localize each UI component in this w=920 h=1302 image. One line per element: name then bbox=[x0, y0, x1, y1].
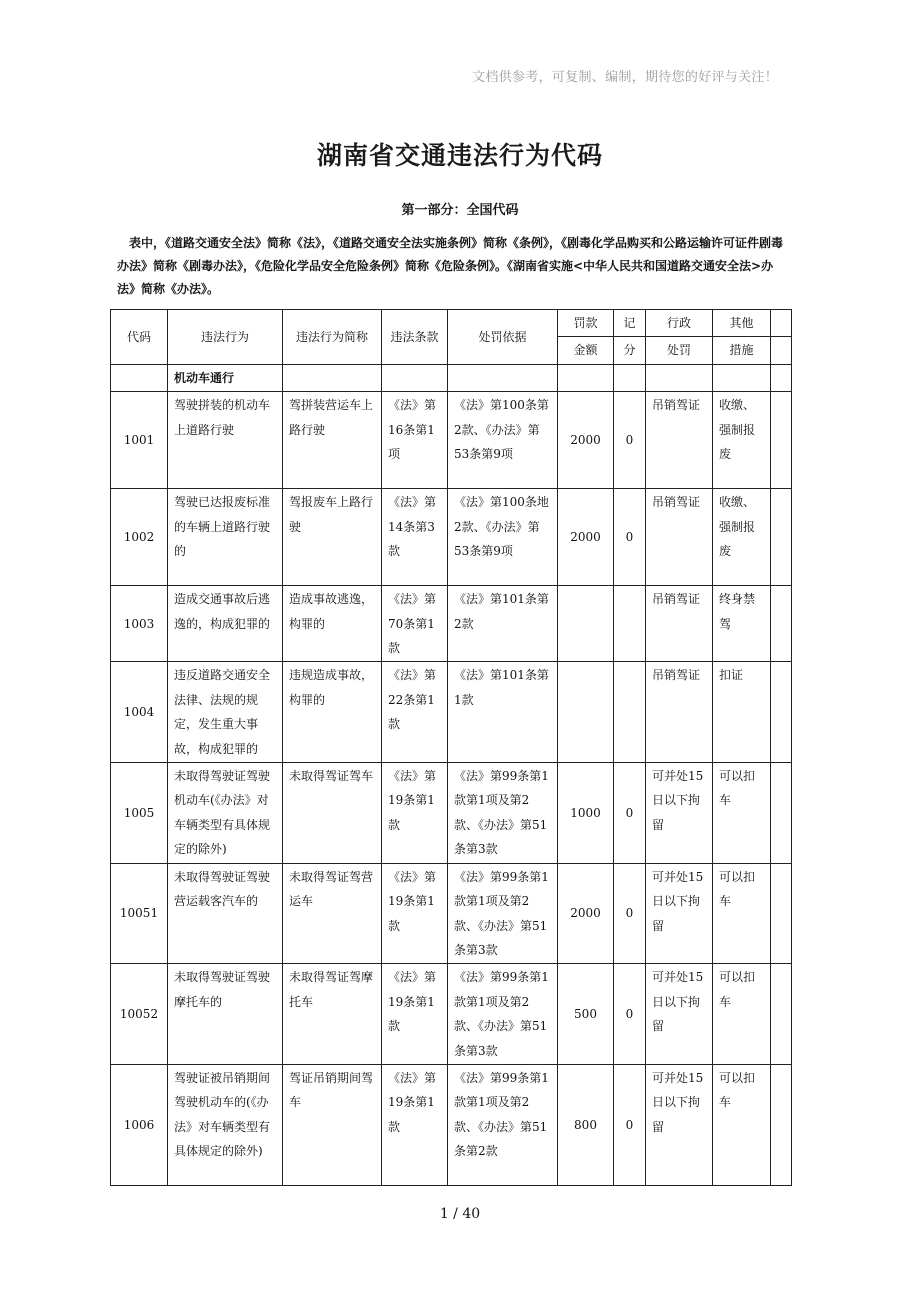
points-cell: 0 bbox=[614, 863, 646, 964]
extra-cell bbox=[771, 964, 792, 1065]
header-behavior: 违法行为 bbox=[168, 310, 283, 365]
watermark-text: 文档供参考，可复制、编制，期待您的好评与关注！ bbox=[472, 70, 778, 85]
header-extra bbox=[771, 337, 792, 364]
empty-cell bbox=[111, 364, 168, 391]
header-points-top: 记 bbox=[614, 310, 646, 337]
empty-cell bbox=[283, 364, 382, 391]
short-cell: 造成事故逃逸，构罪的 bbox=[283, 586, 382, 662]
table-row bbox=[111, 392, 792, 489]
header-other-top: 其他 bbox=[713, 310, 771, 337]
table-header-row bbox=[111, 310, 792, 337]
document-subtitle: 第一部分：全国代码 bbox=[401, 203, 519, 218]
admin-cell: 吊销驾证 bbox=[646, 662, 713, 763]
header-code: 代码 bbox=[111, 310, 168, 365]
short-cell: 未取得驾证驾摩托车 bbox=[283, 964, 382, 1065]
table-row bbox=[111, 662, 792, 763]
behavior-cell: 造成交通事故后逃逸的，构成犯罪的 bbox=[168, 586, 283, 662]
table-row bbox=[111, 586, 792, 662]
fine-cell: 800 bbox=[558, 1064, 614, 1185]
basis-cell: 《法》第99条第1款第1项及第2款、《办法》第51条第3款 bbox=[448, 763, 558, 864]
fine-cell bbox=[558, 662, 614, 763]
extra-cell bbox=[771, 863, 792, 964]
behavior-cell: 未取得驾驶证驾驶营运载客汽车的 bbox=[168, 863, 283, 964]
admin-cell: 可并处15日以下拘留 bbox=[646, 1064, 713, 1185]
section-row bbox=[111, 364, 792, 391]
empty-cell bbox=[448, 364, 558, 391]
behavior-cell: 未取得驾驶证驾驶机动车(《办法》对车辆类型有具体规定的除外) bbox=[168, 763, 283, 864]
empty-cell bbox=[614, 364, 646, 391]
header-basis: 处罚依据 bbox=[448, 310, 558, 365]
header-extra bbox=[771, 310, 792, 337]
admin-cell: 可并处15日以下拘留 bbox=[646, 863, 713, 964]
header-fine-bottom: 金额 bbox=[558, 337, 614, 364]
code-cell: 1006 bbox=[111, 1064, 168, 1185]
admin-cell: 吊销驾证 bbox=[646, 586, 713, 662]
header-short: 违法行为简称 bbox=[283, 310, 382, 365]
basis-cell: 《法》第101条第2款 bbox=[448, 586, 558, 662]
behavior-cell: 驾驶证被吊销期间驾驶机动车的(《办法》对车辆类型有具体规定的除外) bbox=[168, 1064, 283, 1185]
other-cell: 可以扣车 bbox=[713, 863, 771, 964]
short-cell: 未取得驾证驾车 bbox=[283, 763, 382, 864]
other-cell: 可以扣车 bbox=[713, 763, 771, 864]
other-cell: 可以扣车 bbox=[713, 1064, 771, 1185]
empty-cell bbox=[558, 364, 614, 391]
empty-cell bbox=[382, 364, 448, 391]
other-cell: 收缴、强制报废 bbox=[713, 392, 771, 489]
header-other-bottom: 措施 bbox=[713, 337, 771, 364]
violation-code-table bbox=[110, 309, 792, 1186]
other-cell: 可以扣车 bbox=[713, 964, 771, 1065]
other-cell: 收缴、强制报废 bbox=[713, 489, 771, 586]
article-cell: 《法》第70条第1款 bbox=[382, 586, 448, 662]
code-cell: 10051 bbox=[111, 863, 168, 964]
code-cell: 10052 bbox=[111, 964, 168, 1065]
header-admin-top: 行政 bbox=[646, 310, 713, 337]
points-cell bbox=[614, 586, 646, 662]
behavior-cell: 驾驶拼装的机动车上道路行驶 bbox=[168, 392, 283, 489]
page-number: 1 / 40 bbox=[439, 1206, 481, 1222]
table-row bbox=[111, 1064, 792, 1185]
article-cell: 《法》第14条第3款 bbox=[382, 489, 448, 586]
table-row bbox=[111, 489, 792, 586]
extra-cell bbox=[771, 1064, 792, 1185]
short-cell: 驾证吊销期间驾车 bbox=[283, 1064, 382, 1185]
points-cell: 0 bbox=[614, 392, 646, 489]
fine-cell: 500 bbox=[558, 964, 614, 1065]
basis-cell: 《法》第99条第1款第1项及第2款、《办法》第51条第3款 bbox=[448, 863, 558, 964]
section-label: 机动车通行 bbox=[168, 364, 283, 391]
code-cell: 1002 bbox=[111, 489, 168, 586]
admin-cell: 吊销驾证 bbox=[646, 392, 713, 489]
empty-cell bbox=[771, 364, 792, 391]
code-cell: 1004 bbox=[111, 662, 168, 763]
header-admin-bottom: 处罚 bbox=[646, 337, 713, 364]
basis-cell: 《法》第99条第1款第1项及第2款、《办法》第51条第2款 bbox=[448, 1064, 558, 1185]
table-row bbox=[111, 763, 792, 864]
article-cell: 《法》第19条第1款 bbox=[382, 863, 448, 964]
behavior-cell: 驾驶已达报废标准的车辆上道路行驶的 bbox=[168, 489, 283, 586]
article-cell: 《法》第19条第1款 bbox=[382, 964, 448, 1065]
short-cell: 未取得驾证驾营运车 bbox=[283, 863, 382, 964]
fine-cell: 2000 bbox=[558, 863, 614, 964]
behavior-cell: 违反道路交通安全法律、法规的规定，发生重大事故，构成犯罪的 bbox=[168, 662, 283, 763]
extra-cell bbox=[771, 586, 792, 662]
points-cell: 0 bbox=[614, 1064, 646, 1185]
table-row bbox=[111, 863, 792, 964]
points-cell: 0 bbox=[614, 763, 646, 864]
points-cell: 0 bbox=[614, 489, 646, 586]
admin-cell: 可并处15日以下拘留 bbox=[646, 964, 713, 1065]
article-cell: 《法》第22条第1款 bbox=[382, 662, 448, 763]
basis-cell: 《法》第101条第1款 bbox=[448, 662, 558, 763]
points-cell: 0 bbox=[614, 964, 646, 1065]
extra-cell bbox=[771, 662, 792, 763]
basis-cell: 《法》第99条第1款第1项及第2款、《办法》第51条第3款 bbox=[448, 964, 558, 1065]
behavior-cell: 未取得驾驶证驾驶摩托车的 bbox=[168, 964, 283, 1065]
short-cell: 违规造成事故，构罪的 bbox=[283, 662, 382, 763]
header-points-bottom: 分 bbox=[614, 337, 646, 364]
fine-cell: 2000 bbox=[558, 489, 614, 586]
table-row bbox=[111, 964, 792, 1065]
basis-cell: 《法》第100条地2款、《办法》第53条第9项 bbox=[448, 489, 558, 586]
article-cell: 《法》第19条第1款 bbox=[382, 1064, 448, 1185]
article-cell: 《法》第16条第1项 bbox=[382, 392, 448, 489]
extra-cell bbox=[771, 763, 792, 864]
fine-cell: 2000 bbox=[558, 392, 614, 489]
admin-cell: 吊销驾证 bbox=[646, 489, 713, 586]
short-cell: 驾报废车上路行驶 bbox=[283, 489, 382, 586]
code-cell: 1003 bbox=[111, 586, 168, 662]
article-cell: 《法》第19条第1款 bbox=[382, 763, 448, 864]
extra-cell bbox=[771, 489, 792, 586]
admin-cell: 可并处15日以下拘留 bbox=[646, 763, 713, 864]
fine-cell bbox=[558, 586, 614, 662]
code-cell: 1001 bbox=[111, 392, 168, 489]
empty-cell bbox=[713, 364, 771, 391]
document-title: 湖南省交通违法行为代码 bbox=[316, 141, 603, 170]
empty-cell bbox=[646, 364, 713, 391]
other-cell: 扣证 bbox=[713, 662, 771, 763]
header-fine-top: 罚款 bbox=[558, 310, 614, 337]
points-cell bbox=[614, 662, 646, 763]
extra-cell bbox=[771, 392, 792, 489]
code-cell: 1005 bbox=[111, 763, 168, 864]
fine-cell: 1000 bbox=[558, 763, 614, 864]
short-cell: 驾拼装营运车上路行驶 bbox=[283, 392, 382, 489]
intro-paragraph: 表中，《道路交通安全法》简称《法》，《道路交通安全法实施条例》简称《条例》，《剧毒化学品购买和公路运输许可证件剧毒办法》简称《剧毒办法》，《危险化学品安全危险条例》简称《危险条例》。《湖南省实施<中华人民共和国道路交通安全法>办法》简称《办法》。 bbox=[117, 236, 784, 296]
basis-cell: 《法》第100条第2款、《办法》第53条第9项 bbox=[448, 392, 558, 489]
other-cell: 终身禁驾 bbox=[713, 586, 771, 662]
header-article: 违法条款 bbox=[382, 310, 448, 365]
